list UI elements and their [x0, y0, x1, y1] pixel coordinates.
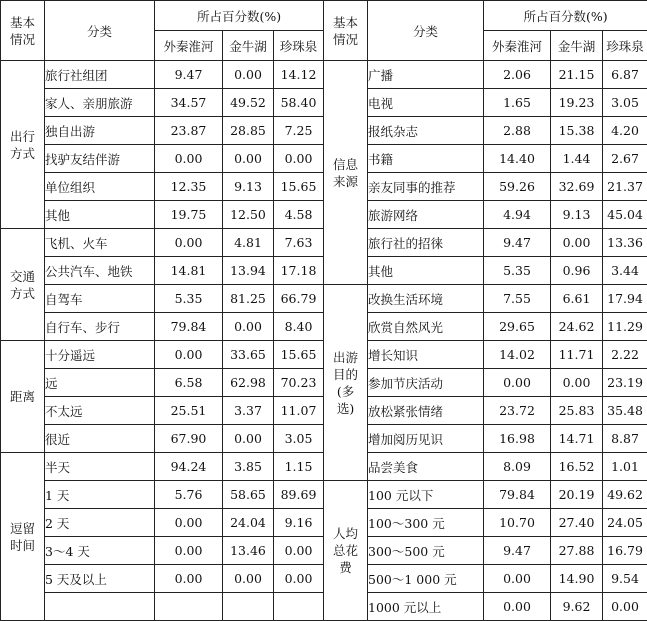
left-group-label-line: 交通 [1, 268, 44, 285]
header-basic-info-left [1, 1, 45, 61]
left-value-zhenzhuquan: 0.00 [274, 537, 324, 565]
left-value-zhenzhuquan: 14.12 [274, 61, 324, 89]
left-value-jinniuhu: 62.98 [223, 369, 274, 397]
left-value-zhenzhuquan: 0.00 [274, 565, 324, 593]
left-value-jinniuhu: 24.04 [223, 509, 274, 537]
right-value-waiqinhuaihe: 8.09 [484, 453, 551, 481]
left-category-cell: 3～4 天 [45, 537, 155, 565]
header-percent-left: 所占百分数(%) [155, 1, 324, 31]
left-value-zhenzhuquan: 11.07 [274, 397, 324, 425]
left-category-cell: 飞机、火车 [45, 229, 155, 257]
table-row [1, 61, 647, 89]
right-value-waiqinhuaihe: 0.00 [484, 565, 551, 593]
right-value-jinniuhu: 19.23 [551, 89, 603, 117]
left-group-label [1, 61, 45, 229]
left-category-cell: 独自出游 [45, 117, 155, 145]
right-group-label-line: (多 [324, 383, 367, 400]
left-value-waiqinhuaihe: 0.00 [155, 341, 223, 369]
left-value-jinniuhu: 13.46 [223, 537, 274, 565]
right-group-label [324, 61, 368, 285]
table-body [1, 1, 647, 621]
right-value-zhenzhuquan: 0.00 [603, 593, 647, 621]
right-value-waiqinhuaihe: 2.88 [484, 117, 551, 145]
left-value-zhenzhuquan: 15.65 [274, 341, 324, 369]
right-category-cell: 1000 元以上 [368, 593, 484, 621]
right-group-label [324, 285, 368, 481]
left-value-jinniuhu: 49.52 [223, 89, 274, 117]
left-value-waiqinhuaihe: 9.47 [155, 61, 223, 89]
left-value-jinniuhu: 0.00 [223, 565, 274, 593]
left-value-zhenzhuquan: 7.63 [274, 229, 324, 257]
left-group-label [1, 341, 45, 453]
right-category-cell: 100～300 元 [368, 509, 484, 537]
right-value-zhenzhuquan: 8.87 [603, 425, 647, 453]
left-group-label-line: 方式 [1, 145, 44, 162]
right-group-label-line: 费 [324, 559, 367, 576]
left-value-jinniuhu [223, 593, 274, 621]
right-value-jinniuhu: 14.71 [551, 425, 603, 453]
right-category-cell: 放松紧张情绪 [368, 397, 484, 425]
right-value-jinniuhu: 20.19 [551, 481, 603, 509]
right-group-label-line: 总花 [324, 542, 367, 559]
right-value-waiqinhuaihe: 59.26 [484, 173, 551, 201]
left-value-waiqinhuaihe: 14.81 [155, 257, 223, 285]
left-category-cell: 5 天及以上 [45, 565, 155, 593]
left-value-zhenzhuquan [274, 593, 324, 621]
left-value-waiqinhuaihe: 0.00 [155, 537, 223, 565]
right-value-zhenzhuquan: 6.87 [603, 61, 647, 89]
left-value-jinniuhu: 3.85 [223, 453, 274, 481]
header-basic-info-line1: 基本 [324, 14, 367, 31]
right-value-jinniuhu: 15.38 [551, 117, 603, 145]
right-value-waiqinhuaihe: 16.98 [484, 425, 551, 453]
right-value-zhenzhuquan: 1.01 [603, 453, 647, 481]
right-value-zhenzhuquan: 3.05 [603, 89, 647, 117]
left-category-cell: 2 天 [45, 509, 155, 537]
left-value-zhenzhuquan: 8.40 [274, 313, 324, 341]
right-value-waiqinhuaihe: 0.00 [484, 593, 551, 621]
right-value-jinniuhu: 0.00 [551, 369, 603, 397]
left-value-waiqinhuaihe: 6.58 [155, 369, 223, 397]
header-place-waiqinhuaihe: 外秦淮河 [155, 31, 223, 61]
left-value-waiqinhuaihe: 0.00 [155, 509, 223, 537]
left-value-zhenzhuquan: 70.23 [274, 369, 324, 397]
left-category-cell: 找驴友结伴游 [45, 145, 155, 173]
right-value-waiqinhuaihe: 10.70 [484, 509, 551, 537]
right-category-cell: 品尝美食 [368, 453, 484, 481]
right-value-jinniuhu: 14.90 [551, 565, 603, 593]
left-category-cell: 公共汽车、地铁 [45, 257, 155, 285]
left-value-jinniuhu: 28.85 [223, 117, 274, 145]
header-category-right: 分类 [368, 1, 484, 61]
left-value-waiqinhuaihe: 0.00 [155, 145, 223, 173]
left-category-cell: 其他 [45, 201, 155, 229]
left-value-zhenzhuquan: 15.65 [274, 173, 324, 201]
right-value-waiqinhuaihe: 1.65 [484, 89, 551, 117]
left-value-jinniuhu: 0.00 [223, 61, 274, 89]
left-category-cell [45, 593, 155, 621]
right-value-zhenzhuquan: 45.04 [603, 201, 647, 229]
header-basic-info-line2: 情况 [324, 31, 367, 48]
left-value-jinniuhu: 81.25 [223, 285, 274, 313]
right-category-cell: 参加节庆活动 [368, 369, 484, 397]
right-group-label [324, 481, 368, 621]
left-value-zhenzhuquan: 7.25 [274, 117, 324, 145]
left-category-cell: 单位组织 [45, 173, 155, 201]
right-category-cell: 欣赏自然风光 [368, 313, 484, 341]
right-value-waiqinhuaihe: 9.47 [484, 537, 551, 565]
right-value-waiqinhuaihe: 0.00 [484, 369, 551, 397]
left-value-jinniuhu: 0.00 [223, 145, 274, 173]
left-value-jinniuhu: 4.81 [223, 229, 274, 257]
right-category-cell: 100 元以下 [368, 481, 484, 509]
left-group-label [1, 453, 45, 621]
left-value-zhenzhuquan: 3.05 [274, 425, 324, 453]
right-value-zhenzhuquan: 2.67 [603, 145, 647, 173]
right-value-waiqinhuaihe: 14.02 [484, 341, 551, 369]
left-value-jinniuhu: 3.37 [223, 397, 274, 425]
left-value-waiqinhuaihe: 19.75 [155, 201, 223, 229]
left-group-label-line: 逗留 [1, 520, 44, 537]
right-category-cell: 500～1 000 元 [368, 565, 484, 593]
header-percent-right: 所占百分数(%) [484, 1, 647, 31]
right-group-label-line: 目的 [324, 366, 367, 383]
right-value-waiqinhuaihe: 29.65 [484, 313, 551, 341]
left-category-cell: 自驾车 [45, 285, 155, 313]
right-value-zhenzhuquan: 49.62 [603, 481, 647, 509]
right-value-jinniuhu: 9.13 [551, 201, 603, 229]
left-value-jinniuhu: 12.50 [223, 201, 274, 229]
header-place-jinniuhu: 金牛湖 [551, 31, 603, 61]
left-value-waiqinhuaihe: 94.24 [155, 453, 223, 481]
right-value-jinniuhu: 9.62 [551, 593, 603, 621]
right-category-cell: 广播 [368, 61, 484, 89]
left-group-label-line: 距离 [1, 388, 44, 405]
right-value-jinniuhu: 16.52 [551, 453, 603, 481]
right-value-jinniuhu: 24.62 [551, 313, 603, 341]
left-value-waiqinhuaihe: 79.84 [155, 313, 223, 341]
left-value-jinniuhu: 13.94 [223, 257, 274, 285]
right-category-cell: 增长知识 [368, 341, 484, 369]
right-value-waiqinhuaihe: 14.40 [484, 145, 551, 173]
header-row-1 [1, 1, 647, 31]
left-value-jinniuhu: 0.00 [223, 425, 274, 453]
right-value-waiqinhuaihe: 5.35 [484, 257, 551, 285]
left-value-waiqinhuaihe: 5.35 [155, 285, 223, 313]
left-value-jinniuhu: 33.65 [223, 341, 274, 369]
right-value-jinniuhu: 32.69 [551, 173, 603, 201]
right-group-label-line: 信息 [324, 156, 367, 173]
left-value-waiqinhuaihe [155, 593, 223, 621]
left-value-zhenzhuquan: 17.18 [274, 257, 324, 285]
left-category-cell: 远 [45, 369, 155, 397]
right-category-cell: 增加阅历见识 [368, 425, 484, 453]
right-value-jinniuhu: 21.15 [551, 61, 603, 89]
right-value-jinniuhu: 0.00 [551, 229, 603, 257]
right-value-zhenzhuquan: 2.22 [603, 341, 647, 369]
left-category-cell: 家人、亲朋旅游 [45, 89, 155, 117]
right-value-zhenzhuquan: 35.48 [603, 397, 647, 425]
right-value-waiqinhuaihe: 2.06 [484, 61, 551, 89]
header-place-zhenzhuquan: 珍珠泉 [603, 31, 647, 61]
right-value-waiqinhuaihe: 79.84 [484, 481, 551, 509]
right-value-zhenzhuquan: 16.79 [603, 537, 647, 565]
left-value-waiqinhuaihe: 0.00 [155, 229, 223, 257]
right-value-zhenzhuquan: 24.05 [603, 509, 647, 537]
left-value-waiqinhuaihe: 25.51 [155, 397, 223, 425]
right-value-zhenzhuquan: 17.94 [603, 285, 647, 313]
left-value-zhenzhuquan: 1.15 [274, 453, 324, 481]
right-category-cell: 其他 [368, 257, 484, 285]
header-basic-info-right [324, 1, 368, 61]
right-group-label-line: 来源 [324, 173, 367, 190]
right-group-label-line: 出游 [324, 349, 367, 366]
left-value-waiqinhuaihe: 67.90 [155, 425, 223, 453]
right-value-jinniuhu: 6.61 [551, 285, 603, 313]
header-category-left: 分类 [45, 1, 155, 61]
header-place-zhenzhuquan: 珍珠泉 [274, 31, 324, 61]
right-category-cell: 亲友同事的推荐 [368, 173, 484, 201]
left-value-waiqinhuaihe: 0.00 [155, 565, 223, 593]
right-value-zhenzhuquan: 13.36 [603, 229, 647, 257]
right-value-jinniuhu: 25.83 [551, 397, 603, 425]
left-value-zhenzhuquan: 0.00 [274, 145, 324, 173]
right-value-waiqinhuaihe: 23.72 [484, 397, 551, 425]
left-group-label-line: 时间 [1, 537, 44, 554]
right-category-cell: 改换生活环境 [368, 285, 484, 313]
left-group-label [1, 229, 45, 341]
left-value-jinniuhu: 9.13 [223, 173, 274, 201]
right-value-jinniuhu: 27.40 [551, 509, 603, 537]
header-place-waiqinhuaihe: 外秦淮河 [484, 31, 551, 61]
right-value-zhenzhuquan: 9.54 [603, 565, 647, 593]
left-category-cell: 十分遥远 [45, 341, 155, 369]
left-group-label-line: 方式 [1, 285, 44, 302]
left-value-waiqinhuaihe: 34.57 [155, 89, 223, 117]
left-category-cell: 1 天 [45, 481, 155, 509]
header-place-jinniuhu: 金牛湖 [223, 31, 274, 61]
left-value-zhenzhuquan: 66.79 [274, 285, 324, 313]
left-value-zhenzhuquan: 58.40 [274, 89, 324, 117]
right-value-jinniuhu: 0.96 [551, 257, 603, 285]
left-value-zhenzhuquan: 9.16 [274, 509, 324, 537]
left-category-cell: 自行车、步行 [45, 313, 155, 341]
right-category-cell: 报纸杂志 [368, 117, 484, 145]
right-category-cell: 旅行社的招徕 [368, 229, 484, 257]
right-value-zhenzhuquan: 3.44 [603, 257, 647, 285]
right-value-waiqinhuaihe: 4.94 [484, 201, 551, 229]
right-category-cell: 书籍 [368, 145, 484, 173]
right-value-waiqinhuaihe: 9.47 [484, 229, 551, 257]
left-category-cell: 不太远 [45, 397, 155, 425]
left-value-zhenzhuquan: 4.58 [274, 201, 324, 229]
right-category-cell: 300～500 元 [368, 537, 484, 565]
right-value-zhenzhuquan: 11.29 [603, 313, 647, 341]
left-value-jinniuhu: 0.00 [223, 313, 274, 341]
right-value-zhenzhuquan: 23.19 [603, 369, 647, 397]
left-value-jinniuhu: 58.65 [223, 481, 274, 509]
right-value-waiqinhuaihe: 7.55 [484, 285, 551, 313]
left-value-waiqinhuaihe: 12.35 [155, 173, 223, 201]
left-group-label-line: 出行 [1, 128, 44, 145]
table-row [1, 481, 647, 509]
left-value-waiqinhuaihe: 5.76 [155, 481, 223, 509]
right-value-jinniuhu: 1.44 [551, 145, 603, 173]
header-basic-info-line2: 情况 [1, 31, 44, 48]
left-category-cell: 半天 [45, 453, 155, 481]
right-value-zhenzhuquan: 21.37 [603, 173, 647, 201]
header-basic-info-line1: 基本 [1, 14, 44, 31]
right-group-label-line: 人均 [324, 525, 367, 542]
left-category-cell: 旅行社组团 [45, 61, 155, 89]
right-category-cell: 旅游网络 [368, 201, 484, 229]
right-value-jinniuhu: 27.88 [551, 537, 603, 565]
right-group-label-line: 选) [324, 400, 367, 417]
right-value-zhenzhuquan: 4.20 [603, 117, 647, 145]
left-value-zhenzhuquan: 89.69 [274, 481, 324, 509]
left-value-waiqinhuaihe: 23.87 [155, 117, 223, 145]
left-category-cell: 很近 [45, 425, 155, 453]
right-value-jinniuhu: 11.71 [551, 341, 603, 369]
right-category-cell: 电视 [368, 89, 484, 117]
table-row [1, 285, 647, 313]
